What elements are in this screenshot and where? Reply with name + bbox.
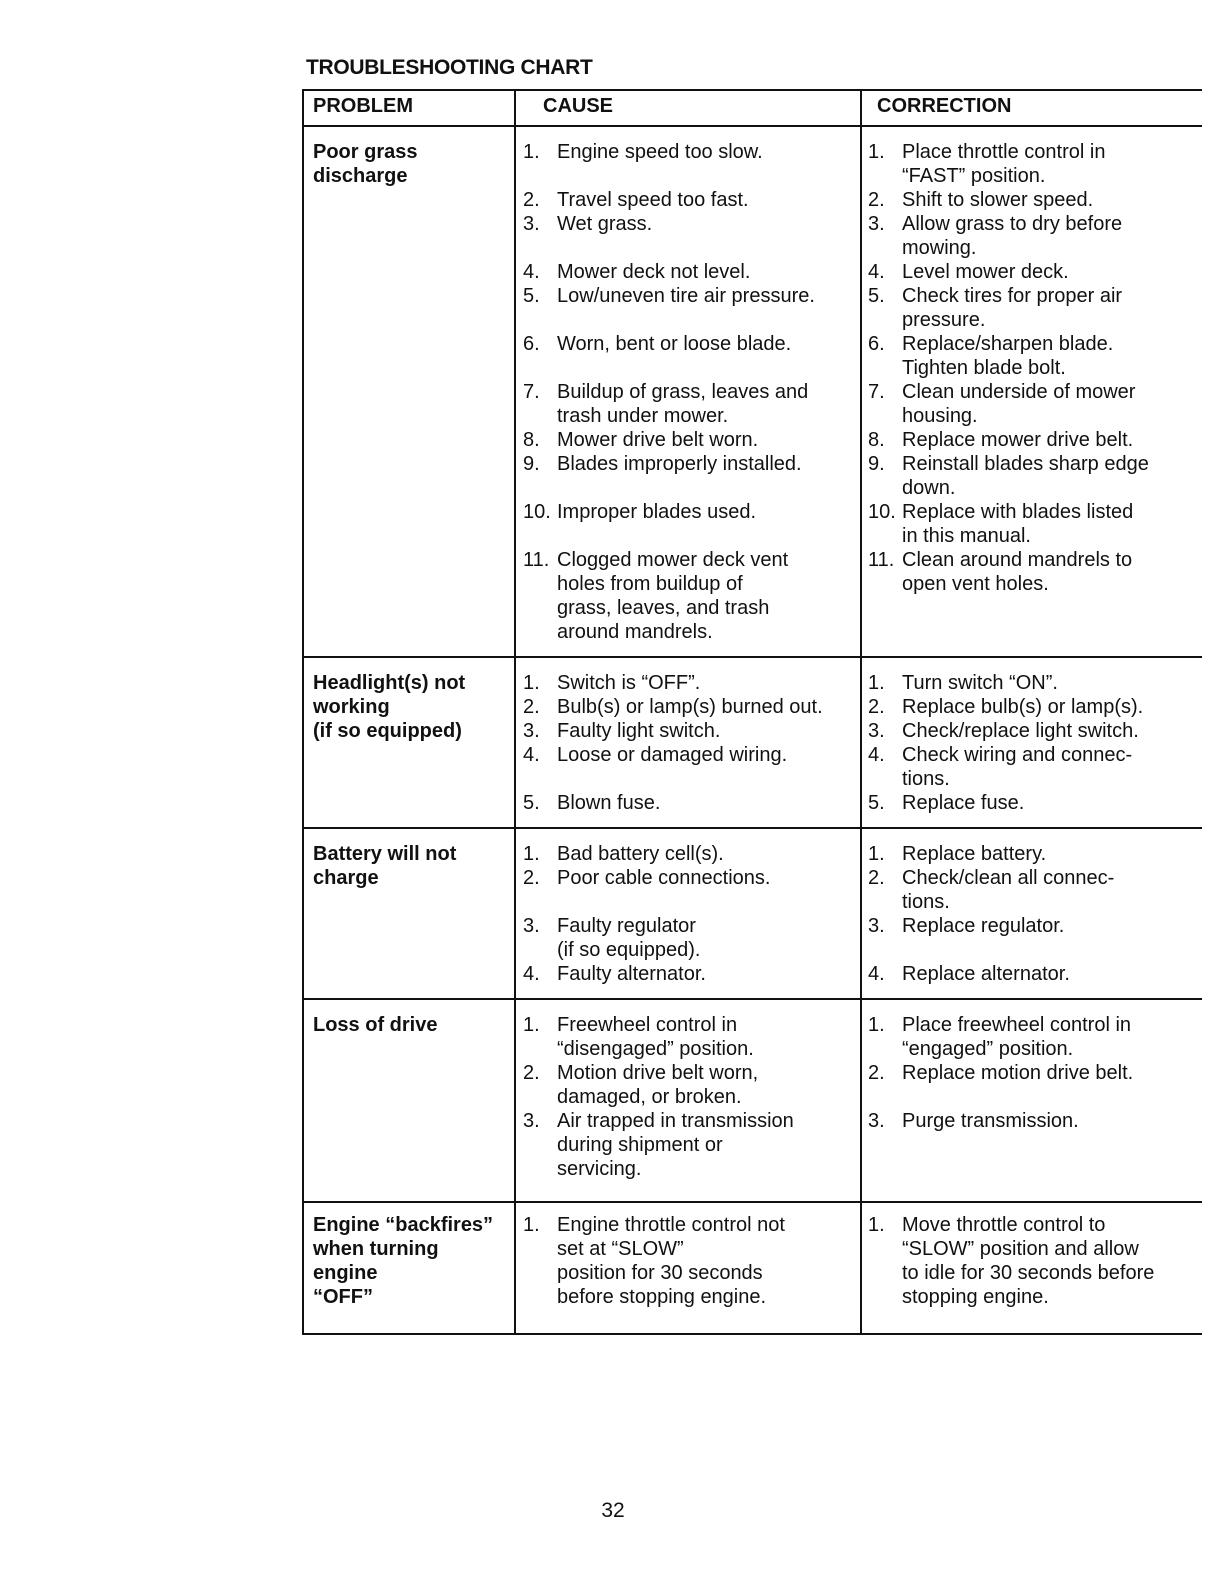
correction-cell (862, 1000, 1202, 1201)
problem-cell: Battery will not charge (304, 829, 516, 998)
list-item: 7. Clean underside of mower housing. (868, 381, 1136, 427)
list-item: 5. Replace fuse. (868, 792, 1025, 814)
list-item: 4. Check wiring and connec- tions. (868, 744, 1133, 790)
problem-cell: Loss of drive (304, 1000, 516, 1201)
list-item: 1. Place throttle control in “FAST” position. (868, 141, 1106, 187)
correction-cell (862, 127, 1202, 656)
table-row (304, 127, 1202, 658)
list-item: 1. Replace battery. (868, 843, 1047, 865)
list-item: 10. Replace with blades listed in this manual. (868, 501, 1134, 547)
list-item: 2. Shift to slower speed. (868, 189, 1094, 211)
table-row (304, 658, 1202, 829)
list-item: 1. Place freewheel control in “engaged” position. (868, 1014, 1132, 1060)
list-item: 11. Clean around mandrels to open vent holes. (868, 549, 1133, 595)
list-item: 3. Air trapped in transmission during shipment or servicing. (523, 1110, 794, 1180)
list-item: 2. Poor cable connections. (523, 867, 771, 889)
list-item: 2. Replace motion drive belt. (868, 1062, 1134, 1084)
list-item: 3. Faulty regulator (if so equipped). (523, 915, 701, 961)
list-item: 9. Blades improperly installed. (523, 453, 802, 475)
list-item: 2. Check/clean all connec- tions. (868, 867, 1115, 913)
problem-cell: Headlight(s) not working (if so equipped) (304, 658, 516, 827)
page-number: 32 (601, 1499, 625, 1522)
list-item: 1. Freewheel control in “disengaged” position. (523, 1014, 754, 1060)
cause-cell (516, 1203, 862, 1333)
table-header (304, 91, 1202, 127)
list-item: 8. Mower drive belt worn. (523, 429, 759, 451)
list-item: 6. Worn, bent or loose blade. (523, 333, 792, 355)
list-item: 2. Motion drive belt worn, damaged, or broken. (523, 1062, 759, 1108)
troubleshooting-table (302, 89, 1202, 1335)
list-item: 3. Allow grass to dry before mowing. (868, 213, 1123, 259)
list-item: 3. Check/replace light switch. (868, 720, 1139, 742)
list-item: 2. Bulb(s) or lamp(s) burned out. (523, 696, 823, 718)
problem-cell: Engine “backfires” when turning engine “OFF” (304, 1203, 516, 1333)
list-item: 4. Loose or damaged wiring. (523, 744, 788, 766)
list-item: 5. Low/uneven tire air pressure. (523, 285, 815, 307)
list-item: 8. Replace mower drive belt. (868, 429, 1134, 451)
list-item: 2. Travel speed too fast. (523, 189, 749, 211)
list-item: 7. Buildup of grass, leaves and trash under mower. (523, 381, 809, 427)
problem-cell: Poor grass discharge (304, 127, 516, 656)
table-row (304, 829, 1202, 1000)
list-item: 4. Level mower deck. (868, 261, 1069, 283)
list-item: 5. Check tires for proper air pressure. (868, 285, 1123, 331)
header-cause: CAUSE (516, 91, 862, 125)
header-problem: PROBLEM (304, 91, 516, 125)
list-item: 3. Wet grass. (523, 213, 653, 235)
list-item: 3. Purge transmission. (868, 1110, 1079, 1132)
list-item: 4. Replace alternator. (868, 963, 1070, 985)
list-item: 1. Switch is “OFF”. (523, 672, 701, 694)
list-item: 11. Clogged mower deck vent holes from buildup of grass, leaves, and trash around mandrels. (523, 549, 789, 643)
list-item: 1. Engine throttle control not set at “SLOW” position for 30 seconds before stopping engine. (523, 1214, 785, 1308)
correction-cell (862, 658, 1202, 827)
list-item: 1. Move throttle control to “SLOW” position and allow to idle for 30 seconds before stopping engine. (868, 1214, 1155, 1308)
list-item: 10. Improper blades used. (523, 501, 757, 523)
list-item: 4. Faulty alternator. (523, 963, 706, 985)
table-row (304, 1203, 1202, 1335)
header-correction: CORRECTION (877, 95, 1012, 117)
correction-cell (862, 829, 1202, 998)
table-row (304, 1000, 1202, 1203)
list-item: 3. Replace regulator. (868, 915, 1065, 937)
list-item: 4. Mower deck not level. (523, 261, 751, 283)
list-item: 1. Turn switch “ON”. (868, 672, 1058, 694)
list-item: 2. Replace bulb(s) or lamp(s). (868, 696, 1144, 718)
list-item: 5. Blown fuse. (523, 792, 661, 814)
cause-cell (516, 1000, 862, 1201)
list-item: 1. Bad battery cell(s). (523, 843, 724, 865)
cause-cell (516, 127, 862, 656)
list-item: 1. Engine speed too slow. (523, 141, 763, 163)
cause-cell (516, 829, 862, 998)
chart-title: TROUBLESHOOTING CHART (306, 56, 593, 79)
cause-cell (516, 658, 862, 827)
list-item: 3. Faulty light switch. (523, 720, 721, 742)
correction-cell (862, 1203, 1202, 1333)
list-item: 6. Replace/sharpen blade. Tighten blade bolt. (868, 333, 1114, 379)
list-item: 9. Reinstall blades sharp edge down. (868, 453, 1149, 499)
